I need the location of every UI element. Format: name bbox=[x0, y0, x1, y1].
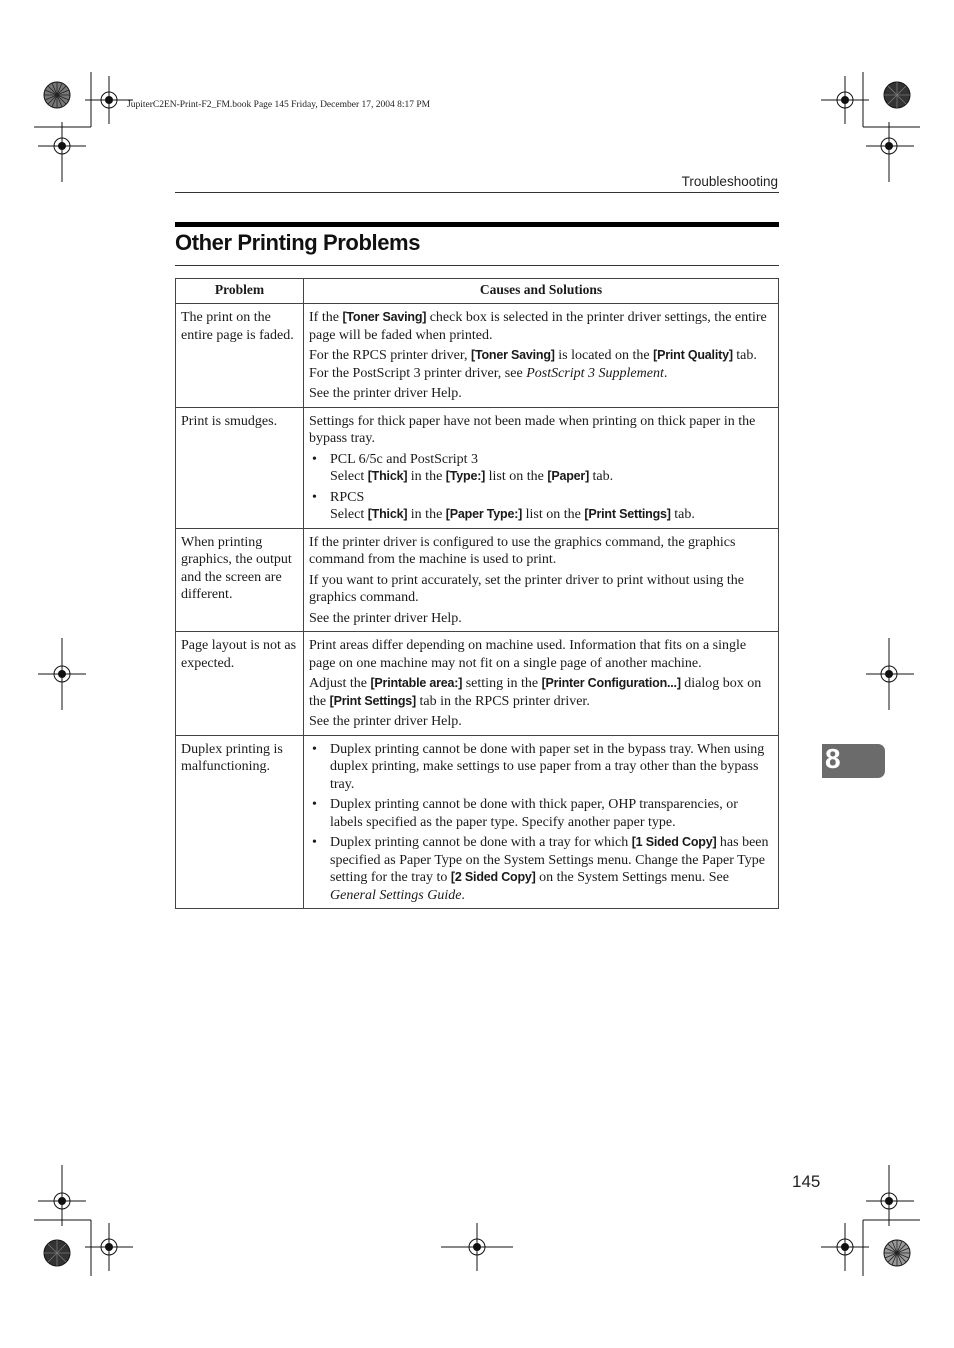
table-row bbox=[176, 735, 779, 909]
solution-paragraph: See the printer driver Help. bbox=[309, 714, 462, 729]
solution-cell bbox=[304, 304, 779, 408]
solution-paragraph: If the [Toner Saving] check box is selected in the printer driver settings, the entire page will be faded when printed. bbox=[309, 310, 767, 343]
title-bar bbox=[175, 222, 779, 227]
bullet-item: • RPCS Select [Thick] in the [Paper Type:] list on the [Print Settings] tab. bbox=[309, 489, 773, 524]
solution-paragraph: If you want to print accurately, set the printer driver to print without using the graphics command. bbox=[309, 572, 744, 605]
problems-table bbox=[175, 278, 779, 909]
page-title: Other Printing Problems bbox=[175, 230, 421, 255]
table-row bbox=[176, 407, 779, 528]
crosshair-icon bbox=[38, 122, 86, 182]
bullet-item: • PCL 6/5c and PostScript 3 Select [Thick] in the [Type:] list on the [Paper] tab. bbox=[309, 451, 773, 486]
ui-label: [Printer Configuration...] bbox=[541, 676, 681, 690]
table-row bbox=[176, 304, 779, 408]
page-number: 145 bbox=[792, 1172, 821, 1191]
problem-cell: Page layout is not as expected. bbox=[176, 632, 304, 736]
solution-cell bbox=[304, 528, 779, 632]
solution-paragraph: If the printer driver is configured to use the graphics command, the graphics command from the machine is used to print. bbox=[309, 534, 736, 567]
ui-label: [Toner Saving] bbox=[470, 348, 555, 362]
manual-reference: PostScript 3 Supplement bbox=[526, 365, 664, 381]
problem-cell: The print on the entire page is faded. bbox=[176, 304, 304, 408]
slug-line: JupiterC2EN-Print-F2_FM.book Page 145 Friday, December 17, 2004 8:17 PM bbox=[127, 100, 431, 110]
chapter-number: 8 bbox=[825, 743, 841, 774]
problem-cell: Duplex printing is malfunctioning. bbox=[176, 735, 304, 909]
crosshair-icon bbox=[866, 122, 914, 182]
solution-paragraph: See the printer driver Help. bbox=[309, 610, 462, 626]
solution-paragraph: Adjust the [Printable area:] setting in the [Printer Configuration...] dialog box on the [Print Settings] tab in the RPCS printer driver. bbox=[309, 676, 762, 709]
ui-label: [Printable area:] bbox=[370, 676, 463, 690]
bullet-item: • Duplex printing cannot be done with a tray for which [1 Sided Copy] has been specified as Paper Type on the System Settings menu. Change the Paper Type setting for the tray to [2 Sided Copy] on the System Settings menu. See General Settings Guide. bbox=[309, 834, 773, 904]
crosshair-icon bbox=[38, 1165, 86, 1226]
problem-cell: When printing graphics, the output and the screen are different. bbox=[176, 528, 304, 632]
solution-paragraph: See the printer driver Help. bbox=[309, 386, 462, 401]
bullet-list bbox=[309, 741, 773, 905]
running-header: Troubleshooting bbox=[681, 174, 778, 189]
solution-paragraph: For the RPCS printer driver, [Toner Saving] is located on the [Print Quality] tab. For the PostScript 3 printer driver, see PostScript 3 Supplement. bbox=[309, 348, 757, 381]
table-row bbox=[176, 528, 779, 632]
ui-label: [Print Settings] bbox=[329, 693, 416, 708]
solution-paragraph: Settings for thick paper have not been made when printing on thick paper in the bypass tray. bbox=[309, 413, 756, 446]
solution-cell bbox=[304, 407, 779, 528]
bullet-item: • Duplex printing cannot be done with thick paper, OHP transparencies, or labels specified as the paper type. Specify another paper type. bbox=[309, 796, 773, 831]
column-header-solutions: Causes and Solutions bbox=[304, 279, 779, 304]
solution-cell bbox=[304, 632, 779, 736]
header-rule bbox=[175, 192, 779, 193]
register-wheel-icon bbox=[44, 1240, 70, 1266]
ui-label: [Print Settings] bbox=[584, 507, 671, 521]
bullet-list bbox=[309, 451, 773, 524]
problem-cell: Print is smudges. bbox=[176, 407, 304, 528]
solution-cell bbox=[304, 735, 779, 909]
ui-label: [2 Sided Copy] bbox=[450, 870, 536, 884]
title-rule bbox=[175, 265, 779, 266]
ui-label: [1 Sided Copy] bbox=[631, 835, 717, 849]
ui-label: [Toner Saving] bbox=[342, 310, 427, 324]
bullet-item: • Duplex printing cannot be done with paper set in the bypass tray. When using duplex printing, make settings to use paper from a tray other than the bypass tray. bbox=[309, 741, 773, 794]
table-header-row bbox=[176, 279, 779, 304]
chapter-tab bbox=[822, 744, 885, 778]
register-wheel-icon bbox=[884, 82, 910, 108]
ui-label: [Print Quality] bbox=[653, 348, 733, 362]
crosshair-icon bbox=[866, 1165, 914, 1226]
ui-label: [Type:] bbox=[445, 469, 486, 483]
register-wheel-icon bbox=[884, 1240, 910, 1266]
table-row bbox=[176, 632, 779, 736]
manual-reference: General Settings Guide bbox=[330, 887, 462, 903]
ui-label: [Thick] bbox=[367, 507, 408, 521]
ui-label: [Paper] bbox=[547, 469, 590, 483]
ui-label: [Paper Type:] bbox=[445, 507, 523, 521]
solution-paragraph: Print areas differ depending on machine used. Information that fits on a single page on one machine may not fit on a single page of another machine. bbox=[309, 638, 747, 671]
register-wheel-icon bbox=[44, 82, 70, 108]
ui-label: [Thick] bbox=[367, 469, 408, 483]
column-header-problem: Problem bbox=[176, 279, 304, 304]
